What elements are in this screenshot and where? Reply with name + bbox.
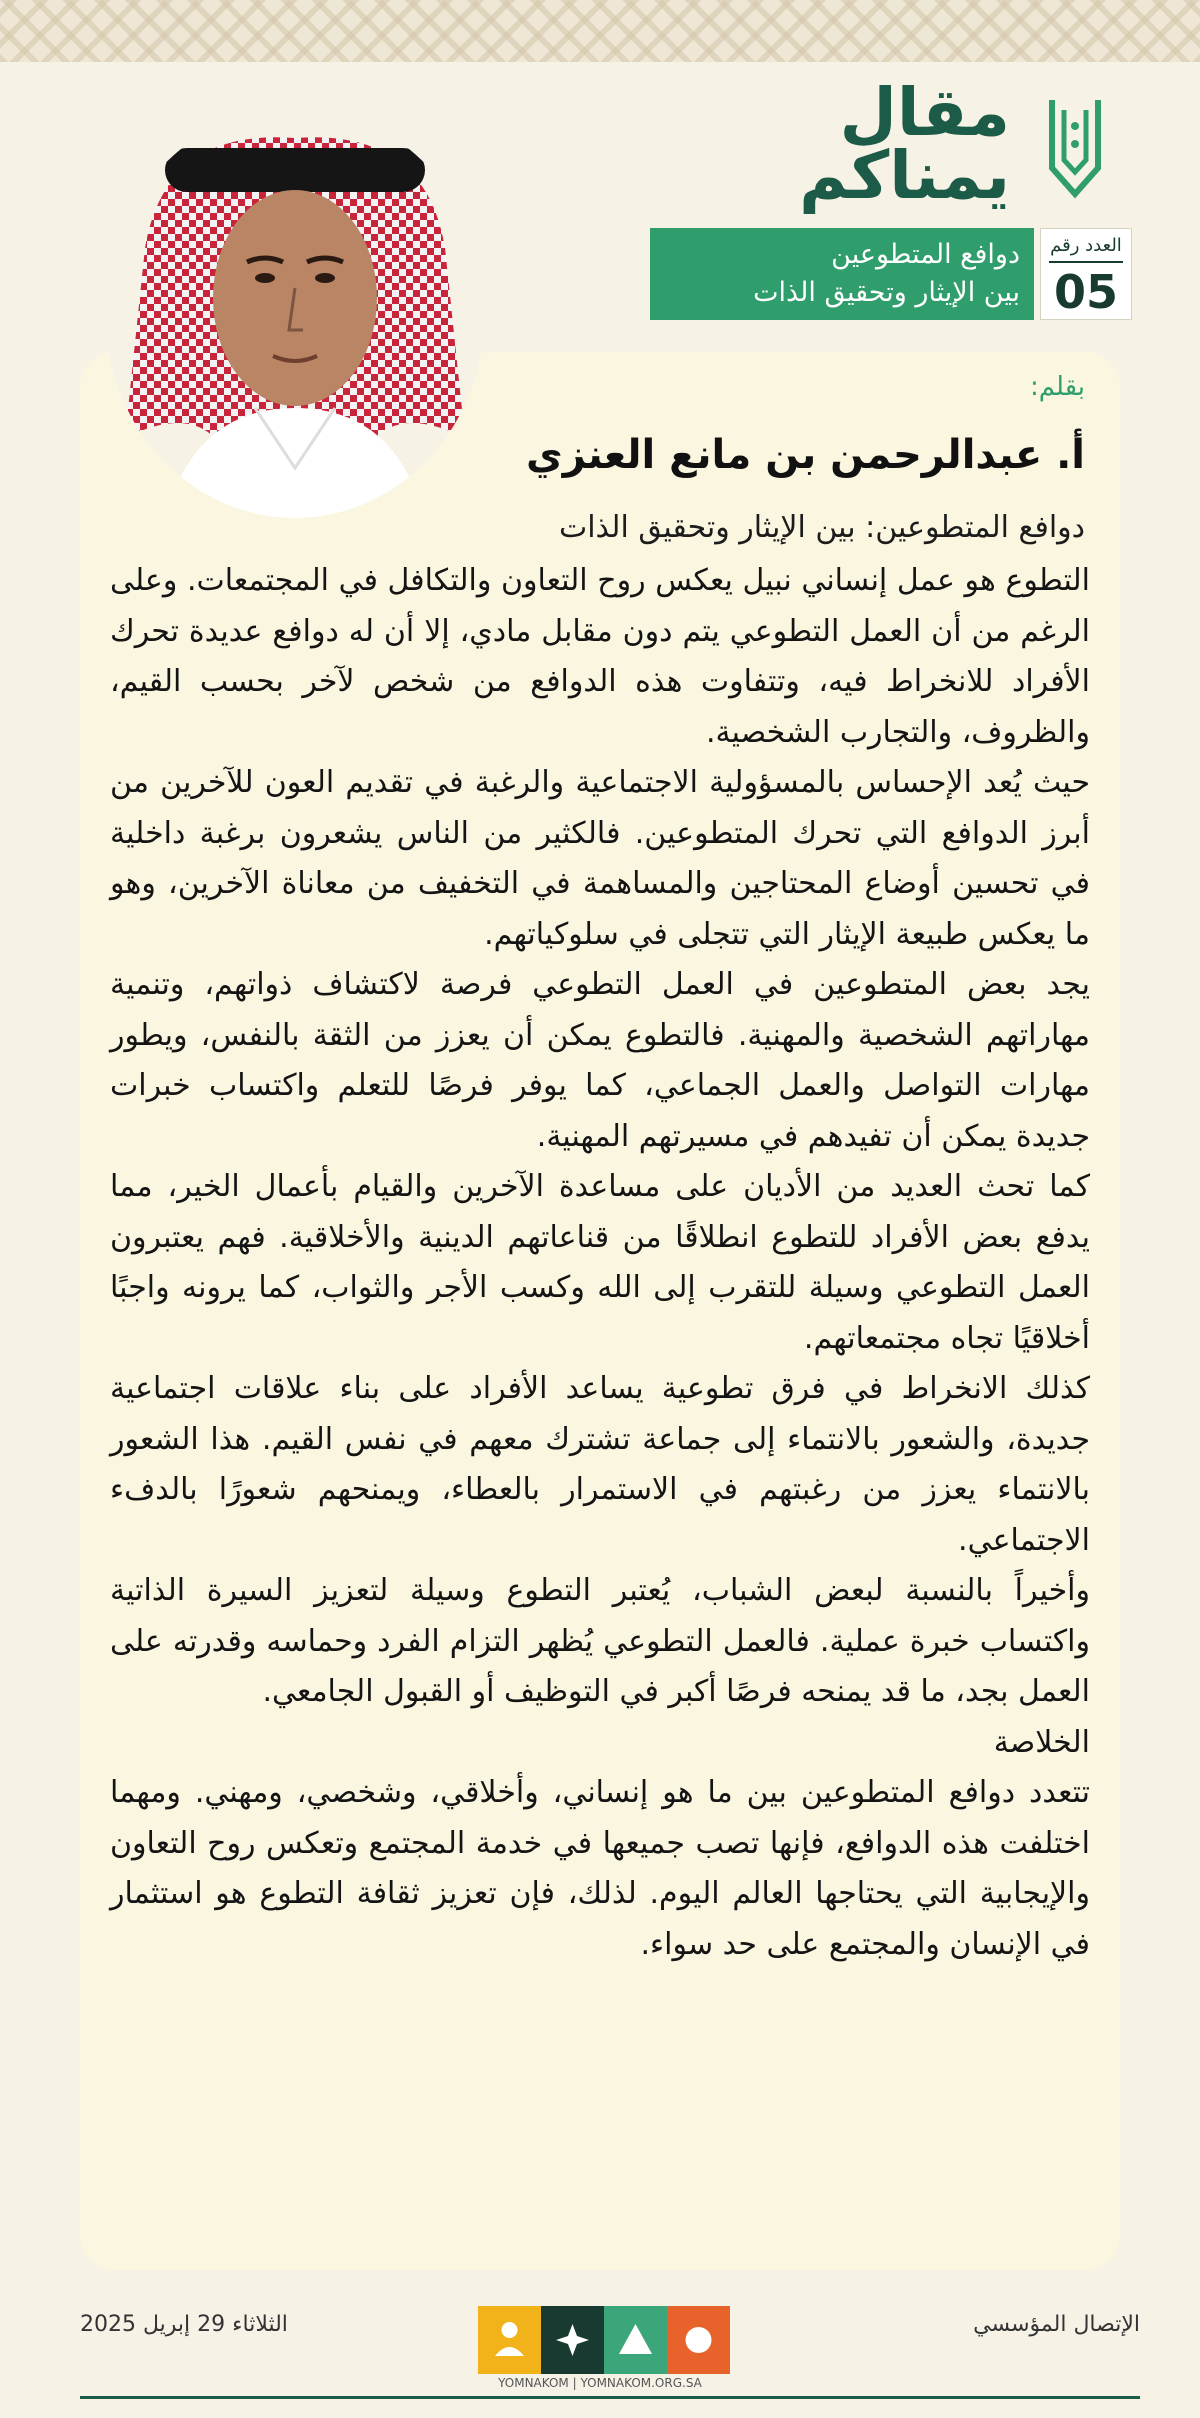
article-paragraph: حيث يُعد الإحساس بالمسؤولية الاجتماعية والرغبة في تقديم العون للآخرين من أبرز الدوافع التي تحرك المتطوعين. فالكثير من الناس يشعرون برغبة داخلية في تحسين أوضاع المحتاجين والمساهمة في التخفيف من معاناة الآخرين، وهو ما يعكس طبيعة الإيثار التي تتجلى في سلوكياتهم. xyxy=(110,765,1090,952)
circle-icon xyxy=(667,2306,730,2374)
footer-url: YOMNAKOM | YOMNAKOM.ORG.SA xyxy=(498,2376,702,2390)
values-icon-strip xyxy=(478,2306,730,2374)
decorative-pattern-band xyxy=(0,0,1200,62)
article-body xyxy=(110,556,1090,1970)
article-paragraph: وأخيراً بالنسبة لبعض الشباب، يُعتبر التطوع وسيلة لتعزيز السيرة الذاتية واكتساب خبرة عملية. فالعمل التطوعي يُظهر التزام الفرد وحماسه وقدرته على العمل بجد، ما قد يمنحه فرصًا أكبر في التوظيف أو القبول الجامعي. xyxy=(110,1573,1090,1709)
triangle-icon xyxy=(604,2306,667,2374)
brand-line-1: مقال xyxy=(839,74,1010,151)
issue-number: 05 xyxy=(1053,265,1118,319)
article-title-banner xyxy=(650,228,1034,320)
conclusion-heading: الخلاصة xyxy=(993,1724,1090,1760)
footer xyxy=(0,2270,1200,2418)
issue-number-box xyxy=(1040,228,1132,320)
banner-line-2: بين الإيثار وتحقيق الذات xyxy=(753,277,1020,308)
author-portrait xyxy=(105,108,485,518)
person-icon xyxy=(478,2306,541,2374)
brand-logo-icon xyxy=(1046,90,1104,214)
issue-label: العدد رقم xyxy=(1050,235,1122,256)
article-subtitle: دوافع المتطوعين: بين الإيثار وتحقيق الذات xyxy=(558,510,1085,545)
article-paragraph: التطوع هو عمل إنساني نبيل يعكس روح التعاون والتكافل في المجتمعات. وعلى الرغم من أن العمل التطوعي يتم دون مقابل مادي، إلا أن له دوافع عديدة تحرك الأفراد للانخراط فيه، وتتفاوت هذه الدوافع من شخص لآخر بحسب القيم، والظروف، والتجارب الشخصية. xyxy=(110,563,1090,750)
department-name: الإتصال المؤسسي xyxy=(973,2312,1140,2337)
issue-divider xyxy=(1049,261,1123,263)
banner-line-1: دوافع المتطوعين xyxy=(831,239,1020,270)
article-paragraph: تتعدد دوافع المتطوعين بين ما هو إنساني، وأخلاقي، وشخصي، ومهني. ومهما اختلفت هذه الدوافع، فإنها تصب جميعها في خدمة المجتمع وتعكس روح التعاون والإيجابية التي يحتاجها العالم اليوم. لذلك، فإن تعزيز ثقافة التطوع هو استثمار في الإنسان والمجتمع على حد سواء. xyxy=(110,1775,1090,1962)
brand-title xyxy=(650,74,1010,214)
publish-date: الثلاثاء 29 إبريل 2025 xyxy=(80,2312,288,2337)
article-paragraph: يجد بعض المتطوعين في العمل التطوعي فرصة لاكتشاف ذواتهم، وتنمية مهاراتهم الشخصية والمهنية. فالتطوع يمكن أن يعزز من الثقة بالنفس، ويطور مهارات التواصل والعمل الجماعي، كما يوفر فرصًا للتعلم واكتساب خبرات جديدة يمكن أن تفيدهم في مسيرتهم المهنية. xyxy=(110,967,1090,1154)
author-name: أ. عبدالرحمن بن مانع العنزي xyxy=(526,432,1085,478)
brand-line-2: يمناكم xyxy=(799,136,1010,214)
article-paragraph: كذلك الانخراط في فرق تطوعية يساعد الأفراد على بناء علاقات اجتماعية جديدة، والشعور بالانتماء إلى جماعة تشترك معهم في نفس القيم. هذا الشعور بالانتماء يعزز من رغبتهم في الاستمرار بالعطاء، ويمنحهم شعورًا بالدفء الاجتماعي. xyxy=(110,1371,1090,1558)
star-icon xyxy=(541,2306,604,2374)
article-paragraph: كما تحث العديد من الأديان على مساعدة الآخرين والقيام بأعمال الخير، مما يدفع بعض الأفراد للتطوع انطلاقًا من قناعاتهم الدينية والأخلاقية. فهم يعتبرون العمل التطوعي وسيلة للتقرب إلى الله وكسب الأجر والثواب، كما يرونه واجبًا أخلاقيًا تجاه مجتمعاتهم. xyxy=(110,1169,1090,1356)
footer-divider xyxy=(80,2396,1140,2399)
byline-label: بقلم: xyxy=(1029,372,1085,402)
